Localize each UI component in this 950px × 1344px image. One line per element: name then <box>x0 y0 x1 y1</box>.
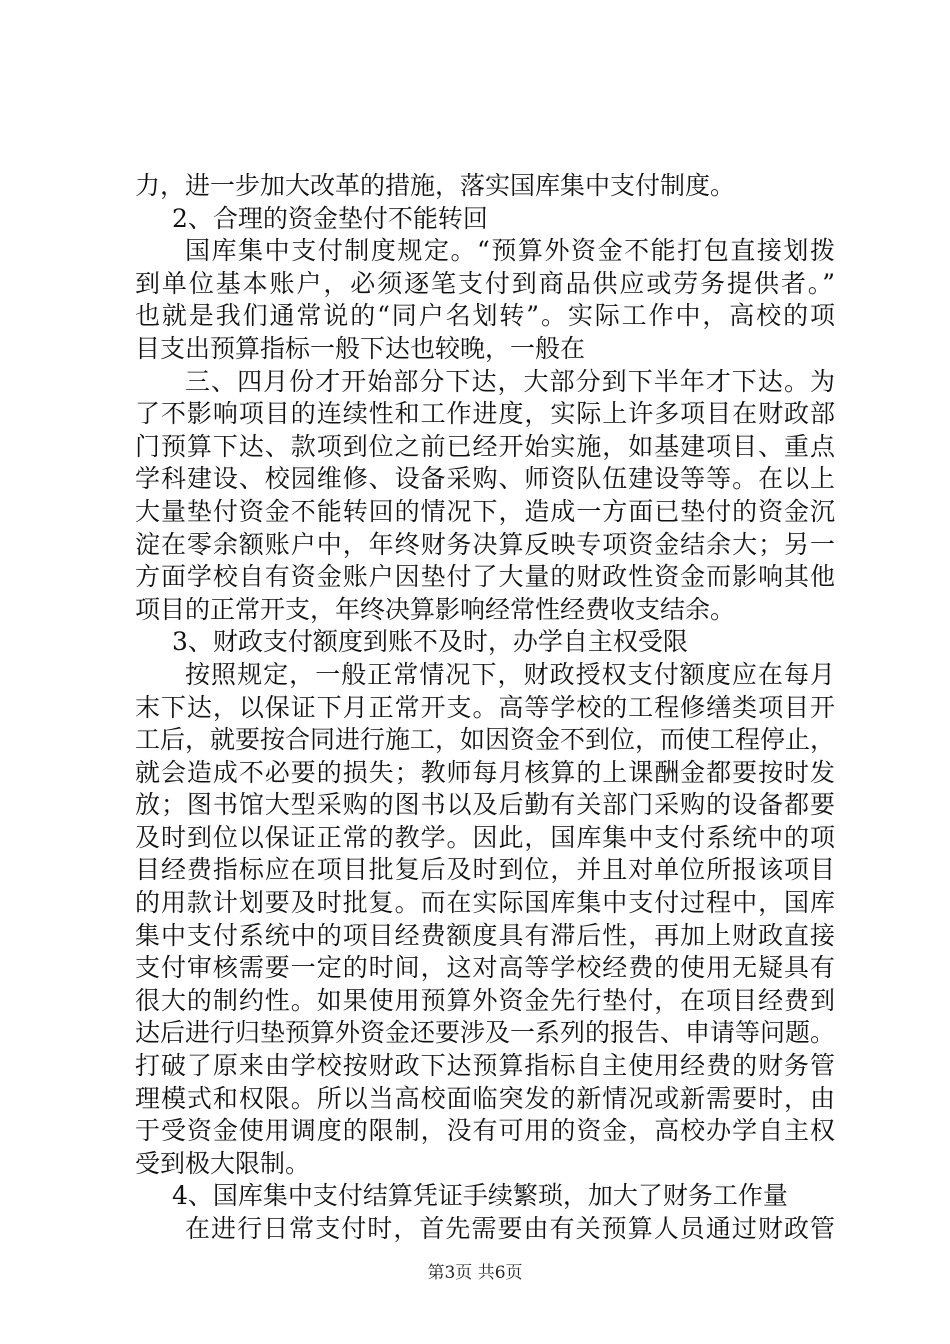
text-line: 受到极大限制。 <box>135 1148 311 1178</box>
text-line: 大量垫付资金不能转回的情况下，造成一方面已垫付的资金沉 <box>135 496 835 526</box>
text-line: 三、四月份才开始部分下达，大部分到下半年才下达。为 <box>185 366 835 396</box>
text-line: 打破了原来由学校按财政下达预算指标自主使用经费的财务管 <box>135 1051 835 1081</box>
text-line: 目经费指标应在项目批复后及时到位，并且对单位所报该项目 <box>135 855 835 885</box>
text-line: 就会造成不必要的损失；教师每月核算的上课酬金都要按时发 <box>135 757 835 787</box>
text-line: 学科建设、校园维修、设备采购、师资队伍建设等等。在以上 <box>135 464 835 494</box>
text-line: 按照规定，一般正常情况下，财政授权支付额度应在每月 <box>185 659 835 689</box>
text-line: 的用款计划要及时批复。而在实际国库集中支付过程中，国库 <box>135 888 835 918</box>
text-line: 很大的制约性。如果使用预算外资金先行垫付，在项目经费到 <box>135 985 835 1015</box>
text-line: 放；图书馆大型采购的图书以及后勤有关部门采购的设备都要 <box>135 790 835 820</box>
text-line: 理模式和权限。所以当高校面临突发的新情况或新需要时，由 <box>135 1083 835 1113</box>
text-line: 了不影响项目的连续性和工作进度，实际上许多项目在财政部 <box>135 399 835 429</box>
text-line: 达后进行归垫预算外资金还要涉及一系列的报告、申请等问题。 <box>135 1018 836 1048</box>
document-body <box>135 170 835 1246</box>
text-line: 淀在零余额账户中，年终财务决算反映专项资金结余大；另一 <box>135 529 835 559</box>
section-heading: 3、财政支付额度到账不及时，办学自主权受限 <box>172 627 688 657</box>
text-line: 项目的正常开支，年终决算影响经常性经费收支结余。 <box>135 594 736 624</box>
text-line: 力，进一步加大改革的措施，落实国库集中支付制度。 <box>135 171 736 200</box>
text-line: 方面学校自有资金账户因垫付了大量的财政性资金而影响其他 <box>135 562 835 592</box>
text-line: 及时到位以保证正常的教学。因此，国库集中支付系统中的项 <box>135 822 835 852</box>
page-number-footer: 第3页 共6页 <box>427 1263 523 1283</box>
text-line: 国库集中支付制度规定。“预算外资金不能打包直接划拨 <box>185 236 835 266</box>
text-line: 末下达，以保证下月正常开支。高等学校的工程修缮类项目开 <box>135 692 835 722</box>
text-line: 于受资金使用调度的限制，没有可用的资金，高校办学自主权 <box>135 1116 835 1146</box>
section-heading: 2、合理的资金垫付不能转回 <box>172 203 488 233</box>
section-heading: 4、国库集中支付结算凭证手续繁琐，加大了财务工作量 <box>172 1181 788 1211</box>
text-line: 也就是我们通常说的“同户名划转”。实际工作中，高校的项 <box>135 301 835 331</box>
text-line: 目支出预算指标一般下达也较晚，一般在 <box>135 333 586 363</box>
text-line: 集中支付系统中的项目经费额度具有滞后性，再加上财政直接 <box>135 920 835 950</box>
text-line: 门预算下达、款项到位之前已经开始实施，如基建项目、重点 <box>135 431 835 461</box>
text-line: 在进行日常支付时，首先需要由有关预算人员通过财政管 <box>185 1214 835 1243</box>
text-line: 支付审核需要一定的时间，这对高等学校经费的使用无疑具有 <box>135 953 835 983</box>
text-line: 工后，就要按合同进行施工，如因资金不到位，而使工程停止， <box>135 725 836 755</box>
text-line: 到单位基本账户，必须逐笔支付到商品供应或劳务提供者。” <box>135 268 835 298</box>
